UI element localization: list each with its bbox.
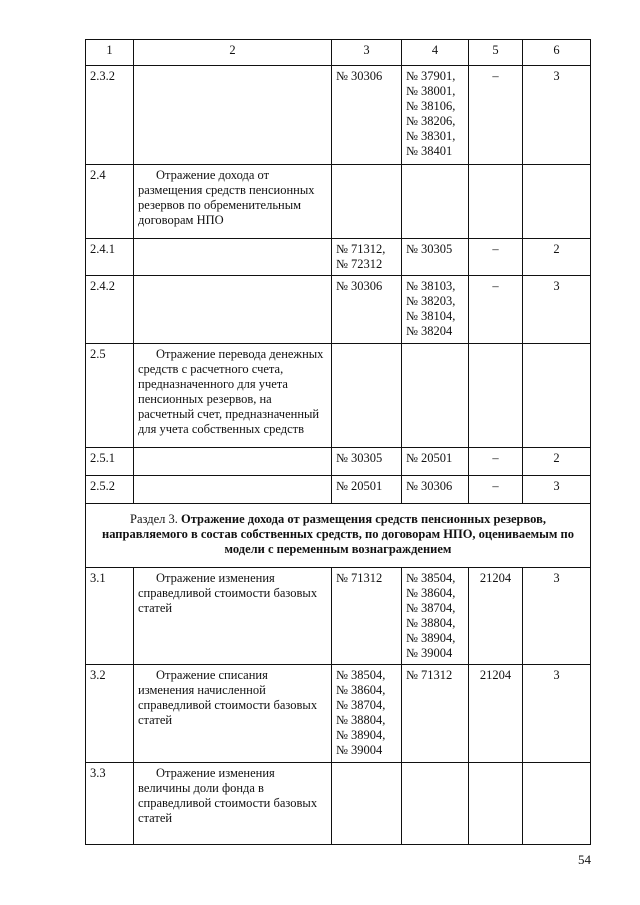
table-row: [86, 476, 591, 504]
column-5-value: –: [469, 276, 523, 344]
account-number: № 38704,: [406, 601, 456, 615]
column-6-value: [523, 763, 591, 845]
header-cell: 3: [332, 40, 402, 66]
table-row: [86, 568, 591, 665]
accounts-table: [85, 39, 591, 845]
table-row: [86, 344, 591, 448]
debit-account: № 71312, № 72312: [332, 239, 402, 276]
account-number: № 38001,: [406, 84, 456, 98]
column-5-value: –: [469, 448, 523, 476]
table-row: [86, 763, 591, 845]
header-cell: 6: [523, 40, 591, 66]
column-5-value: –: [469, 476, 523, 504]
description-text: Отражение изменения справедливой стоимости базовых статей: [138, 571, 318, 615]
debit-account: [332, 568, 402, 665]
operation-description: [134, 344, 332, 448]
section-prefix: Раздел 3.: [130, 512, 181, 526]
credit-account: [402, 165, 469, 239]
table-row: [86, 66, 591, 165]
row-code: 3.3: [86, 763, 134, 845]
row-code: 2.5.1: [86, 448, 134, 476]
page-number: 54: [578, 852, 591, 867]
column-5-value: 21204: [469, 568, 523, 665]
description-text: Отражение дохода от размещения средств пенсионных резервов по обременительным договорам НПО: [138, 168, 315, 227]
header-cell: 2: [134, 40, 332, 66]
operation-description: [134, 476, 332, 504]
row-code: 3.2: [86, 665, 134, 763]
header-cell: 1: [86, 40, 134, 66]
column-6-value: [523, 344, 591, 448]
account-number: № 38401: [406, 144, 453, 158]
debit-account: [332, 763, 402, 845]
account-number: № 38904,: [336, 728, 386, 742]
column-5-value: –: [469, 66, 523, 165]
credit-account: [402, 276, 469, 344]
credit-account: [402, 763, 469, 845]
account-number: № 38103,: [406, 279, 456, 293]
debit-account: [332, 665, 402, 763]
description-text: Отражение списания изменения начисленной справедливой стоимости базовых статей: [138, 668, 318, 727]
account-number: № 71312: [336, 571, 383, 585]
credit-account: [402, 476, 469, 504]
column-6-value: 3: [523, 66, 591, 165]
credit-account: [402, 448, 469, 476]
debit-account: № 30306: [332, 66, 402, 165]
account-number: № 38206,: [406, 114, 456, 128]
account-number: № 38804,: [336, 713, 386, 727]
account-number: № 38604,: [406, 586, 456, 600]
section-title: [86, 504, 591, 568]
account-number: № 71312: [406, 668, 453, 682]
description-text: Отражение изменения величины доли фонда в справедливой стоимости базовых статей: [138, 766, 318, 825]
debit-account: № 30306: [332, 276, 402, 344]
column-6-value: 2: [523, 448, 591, 476]
operation-description: [134, 448, 332, 476]
credit-account: [402, 568, 469, 665]
operation-description: [134, 165, 332, 239]
debit-account: [332, 344, 402, 448]
row-code: 2.4.1: [86, 239, 134, 276]
table-row: [86, 276, 591, 344]
operation-description: [134, 763, 332, 845]
operation-description: [134, 66, 332, 165]
column-5-value: –: [469, 239, 523, 276]
operation-description: [134, 665, 332, 763]
section-header-row: [86, 504, 591, 568]
account-number: № 38106,: [406, 99, 456, 113]
section-heading: Отражение дохода от размещения средств пенсионных резервов, направляемого в состав собственных средств, по договорам НПО, оцениваемым по модели с переменным вознаграждением: [102, 512, 574, 556]
account-number: № 39004: [406, 646, 453, 660]
operation-description: [134, 276, 332, 344]
row-code: 2.5.2: [86, 476, 134, 504]
credit-account: [402, 239, 469, 276]
column-5-value: [469, 344, 523, 448]
table-row: [86, 665, 591, 763]
row-code: 2.3.2: [86, 66, 134, 165]
debit-account: [332, 165, 402, 239]
header-row: [86, 40, 591, 66]
operation-description: [134, 568, 332, 665]
column-6-value: 2: [523, 239, 591, 276]
account-number: № 38504,: [406, 571, 456, 585]
description-text: Отражение перевода денежных средств с расчетного счета, предназначенного для учета пенсионных резервов, на расчетный счет, предназначенный для учета собственных средств: [138, 347, 324, 436]
column-5-value: [469, 165, 523, 239]
account-number: № 20501: [406, 451, 453, 465]
column-5-value: [469, 763, 523, 845]
column-6-value: [523, 165, 591, 239]
column-6-value: 3: [523, 665, 591, 763]
debit-account: № 20501: [332, 476, 402, 504]
account-number: № 38203,: [406, 294, 456, 308]
table-row: [86, 239, 591, 276]
account-number: № 38904,: [406, 631, 456, 645]
column-6-value: 3: [523, 476, 591, 504]
row-code: 3.1: [86, 568, 134, 665]
credit-account: [402, 665, 469, 763]
account-number: № 38704,: [336, 698, 386, 712]
operation-description: [134, 239, 332, 276]
header-cell: 4: [402, 40, 469, 66]
column-5-value: 21204: [469, 665, 523, 763]
account-number: № 30306: [406, 479, 453, 493]
account-number: № 38204: [406, 324, 453, 338]
row-code: 2.4: [86, 165, 134, 239]
account-number: № 38804,: [406, 616, 456, 630]
column-6-value: 3: [523, 276, 591, 344]
account-number: № 38301,: [406, 129, 456, 143]
credit-account: [402, 344, 469, 448]
column-6-value: 3: [523, 568, 591, 665]
table-row: [86, 165, 591, 239]
row-code: 2.4.2: [86, 276, 134, 344]
account-number: № 38104,: [406, 309, 456, 323]
credit-account: [402, 66, 469, 165]
account-number: № 38504,: [336, 668, 386, 682]
account-number: № 39004: [336, 743, 383, 757]
table-row: [86, 448, 591, 476]
debit-account: № 30305: [332, 448, 402, 476]
account-number: № 30305: [406, 242, 453, 256]
row-code: 2.5: [86, 344, 134, 448]
account-number: № 37901,: [406, 69, 456, 83]
account-number: № 38604,: [336, 683, 386, 697]
header-cell: 5: [469, 40, 523, 66]
